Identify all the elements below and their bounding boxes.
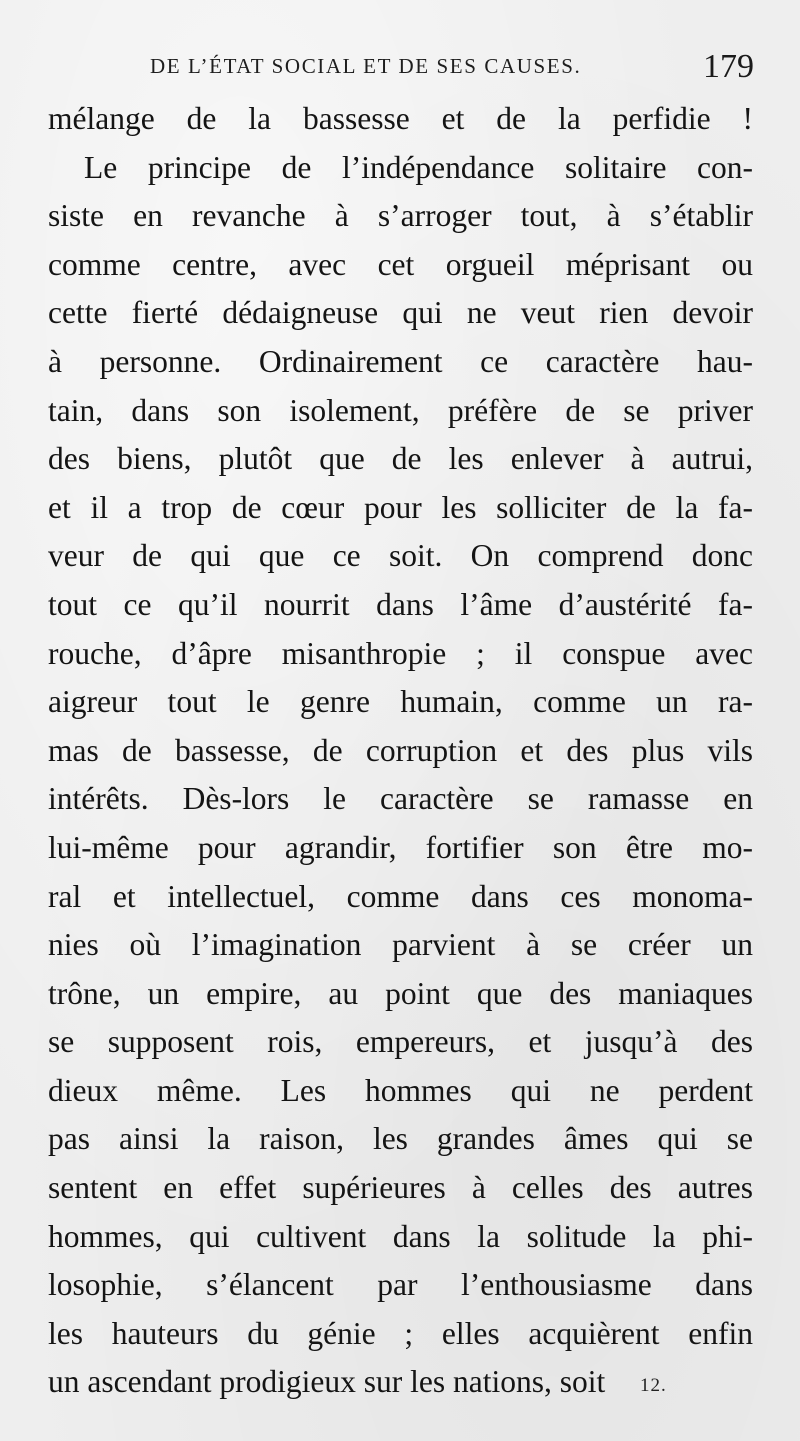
text-line: veur de qui que ce soit. On comprend donc [48,538,753,574]
text-line: losophie, s’élancent par l’enthousiasme dans [48,1267,753,1303]
text-line: rouche, d’âpre misanthropie ; il conspue avec [48,635,753,671]
text-line: trône, un empire, au point que des maniaques [48,975,753,1011]
text-line: hommes, qui cultivent dans la solitude la phi- [48,1218,753,1254]
signature-mark: 12. [640,1375,667,1396]
text-line: dieux même. Les hommes qui ne perdent [48,1072,753,1108]
text-line: des biens, plutôt que de les enlever à autrui, [48,441,753,477]
text-line: Le principe de l’indépendance solitaire con- [84,149,753,185]
running-title: DE L’ÉTAT SOCIAL ET DE SES CAUSES. [150,54,582,78]
page-header [150,48,760,88]
text-line: et il a trop de cœur pour les solliciter de la fa- [48,489,753,525]
text-line: lui-même pour agrandir, fortifier son être mo- [48,829,753,865]
text-line: aigreur tout le genre humain, comme un ra- [48,684,753,720]
text-line: tout ce qu’il nourrit dans l’âme d’austérité fa- [48,586,753,622]
page-number: 179 [703,48,754,85]
text-line: un ascendant prodigieux sur les nations, soit [48,1364,606,1400]
text-line: comme centre, avec cet orgueil méprisant ou [48,246,753,282]
text-line: ral et intellectuel, comme dans ces monoma- [48,878,753,914]
text-line: se supposent rois, empereurs, et jusqu’à des [48,1024,753,1060]
text-line: à personne. Ordinairement ce caractère hau- [48,343,753,379]
text-line: intérêts. Dès-lors le caractère se ramasse en [48,781,753,817]
text-line: les hauteurs du génie ; elles acquièrent enfin [48,1315,753,1351]
text-line: cette fierté dédaigneuse qui ne veut rien devoir [48,295,753,331]
text-line: sentent en effet supérieures à celles des autres [48,1170,753,1206]
text-line: tain, dans son isolement, préfère de se priver [48,392,753,428]
text-line: siste en revanche à s’arroger tout, à s’établir [48,198,753,234]
body-text [48,95,753,1407]
text-line: pas ainsi la raison, les grandes âmes qui se [48,1121,753,1157]
text-line: mélange de la bassesse et de la perfidie ! [48,101,753,136]
text-line: mas de bassesse, de corruption et des plus vils [48,732,753,768]
text-line: nies où l’imagination parvient à se créer un [48,927,753,963]
